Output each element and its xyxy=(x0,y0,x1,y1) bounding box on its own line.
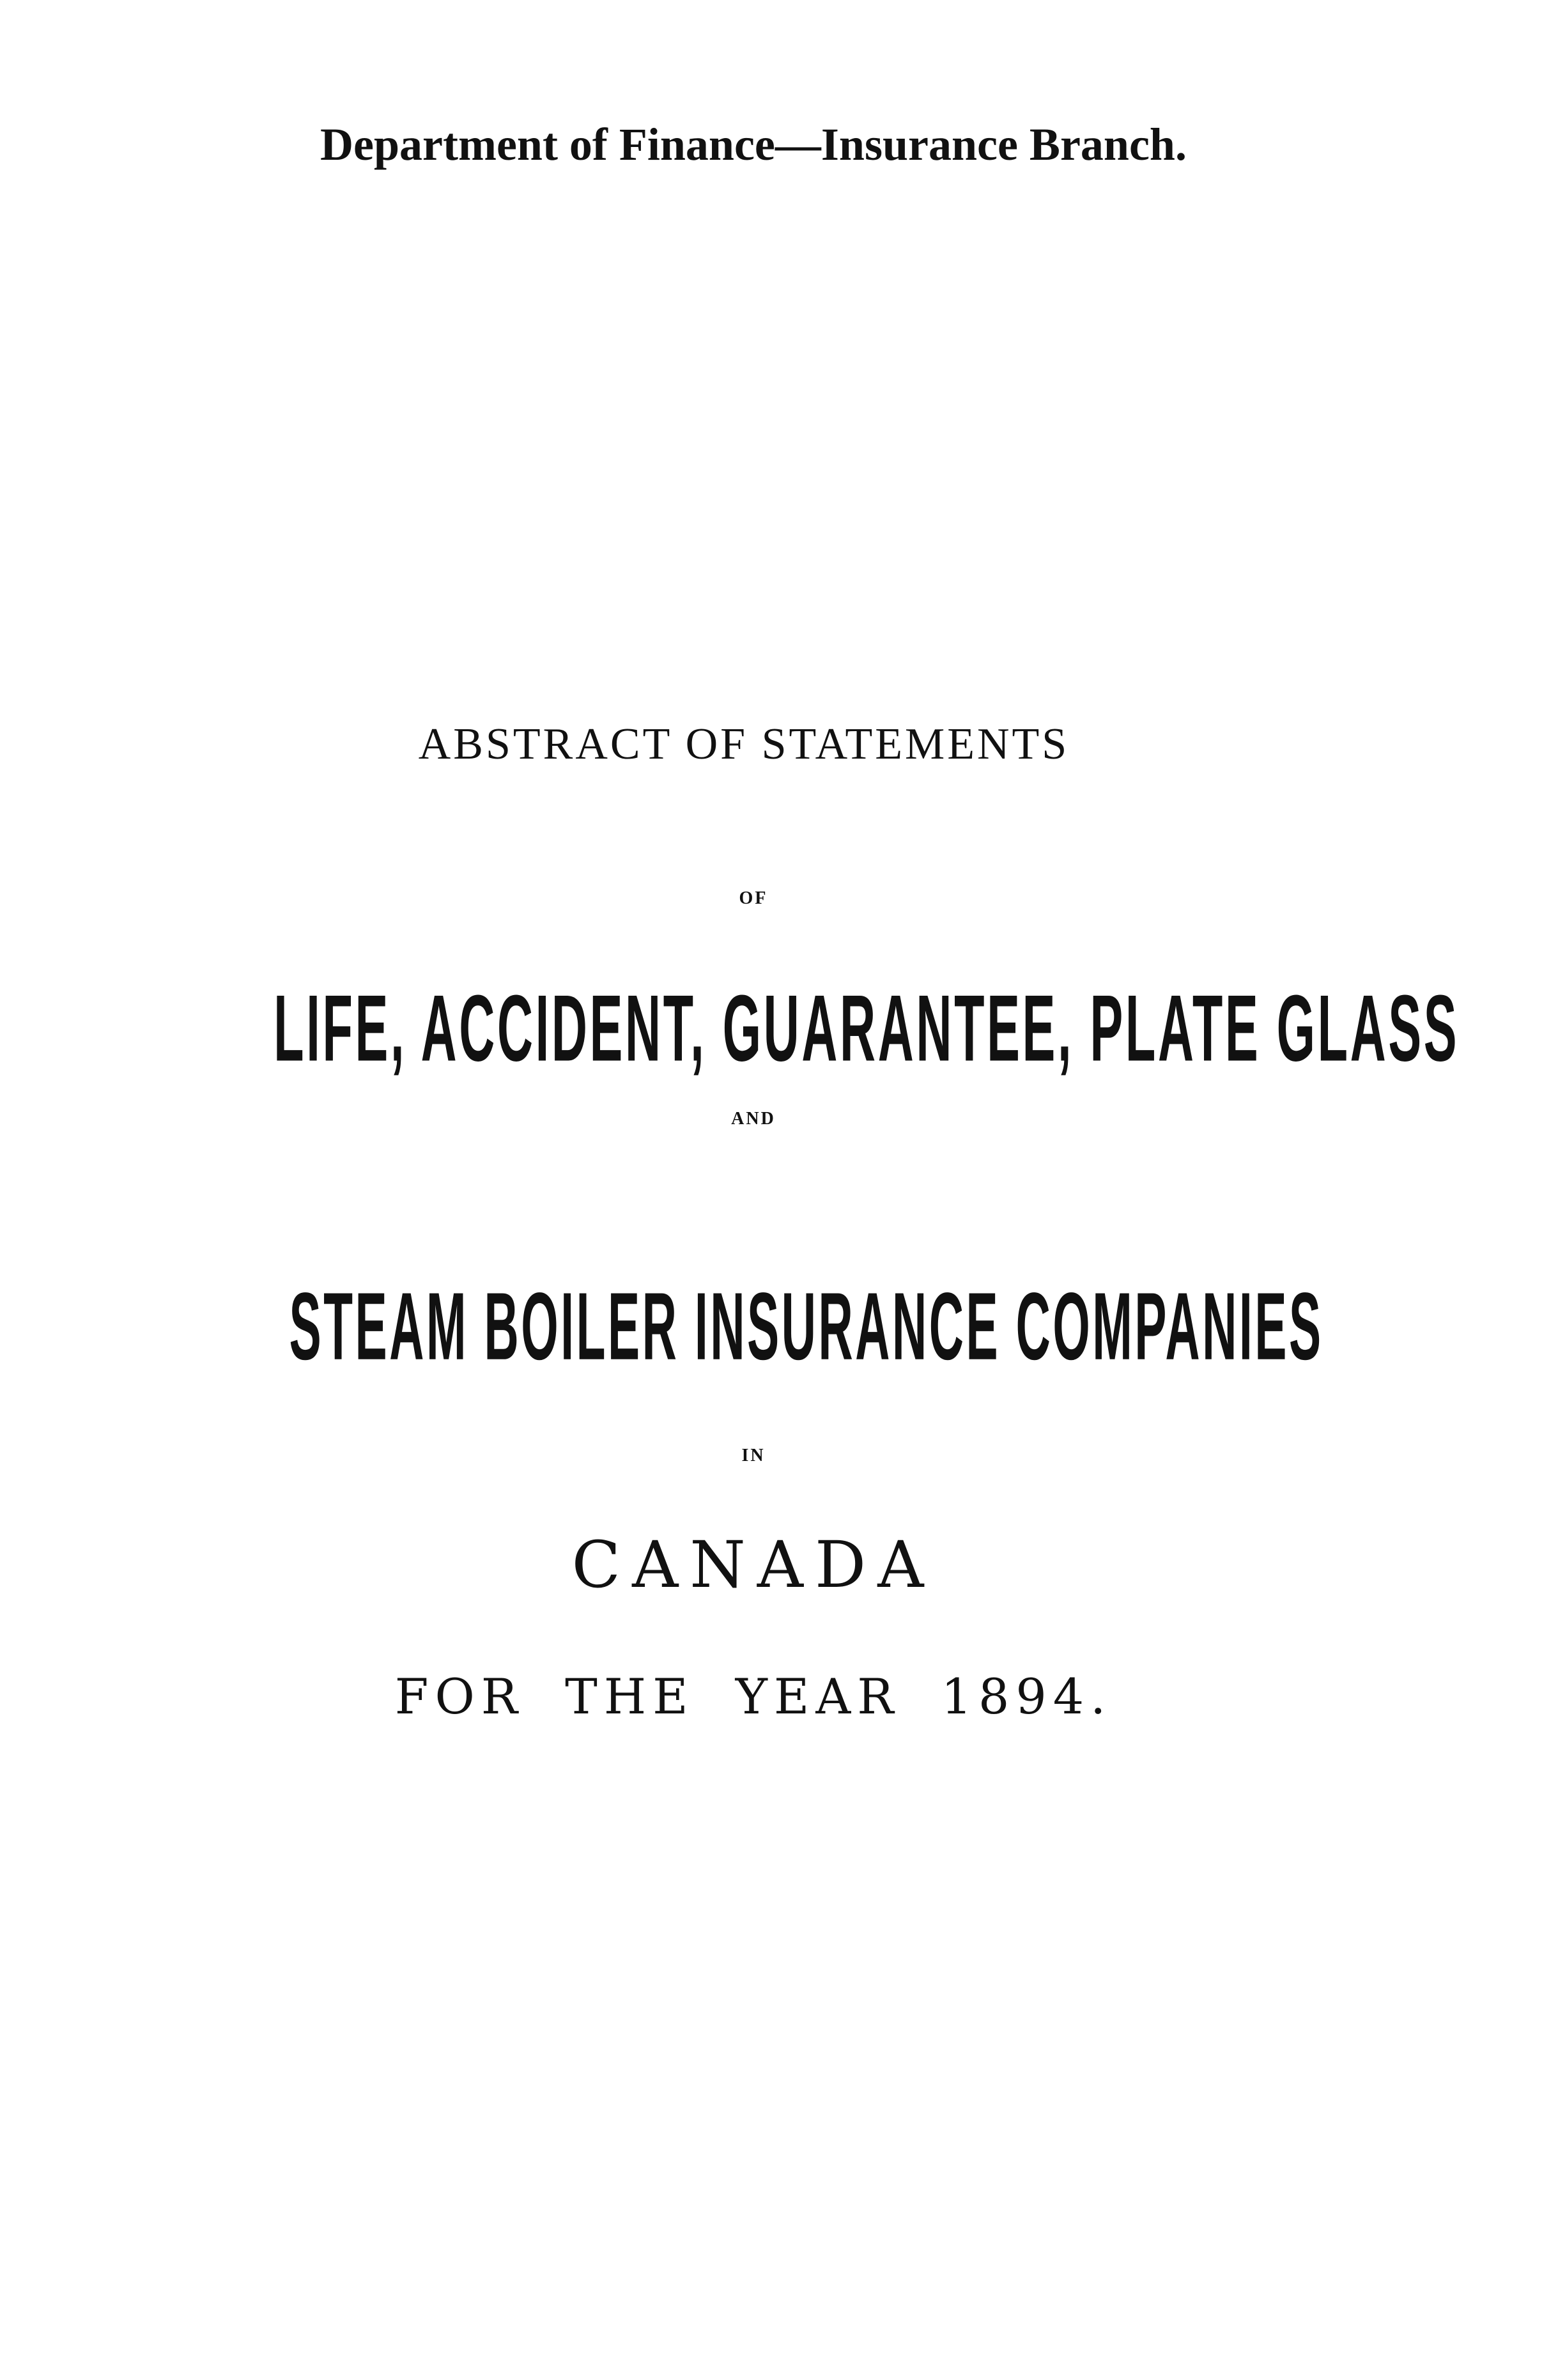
connector-in: IN xyxy=(741,1446,766,1465)
title-line-steam-boiler: STEAM BOILER INSURANCE COMPANIES xyxy=(289,1273,1323,1380)
connector-and: AND xyxy=(731,1109,776,1129)
abstract-heading: ABSTRACT OF STATEMENTS xyxy=(418,720,1070,769)
country-heading: CANADA xyxy=(571,1527,936,1602)
department-header: Department of Finance—Insurance Branch. xyxy=(320,119,1187,170)
title-line-life-accident: LIFE, ACCIDENT, GUARANTEE, PLATE GLASS xyxy=(274,976,1460,1081)
year-heading: FOR THE YEAR 1894. xyxy=(394,1668,1113,1725)
connector-of: OF xyxy=(739,888,768,908)
